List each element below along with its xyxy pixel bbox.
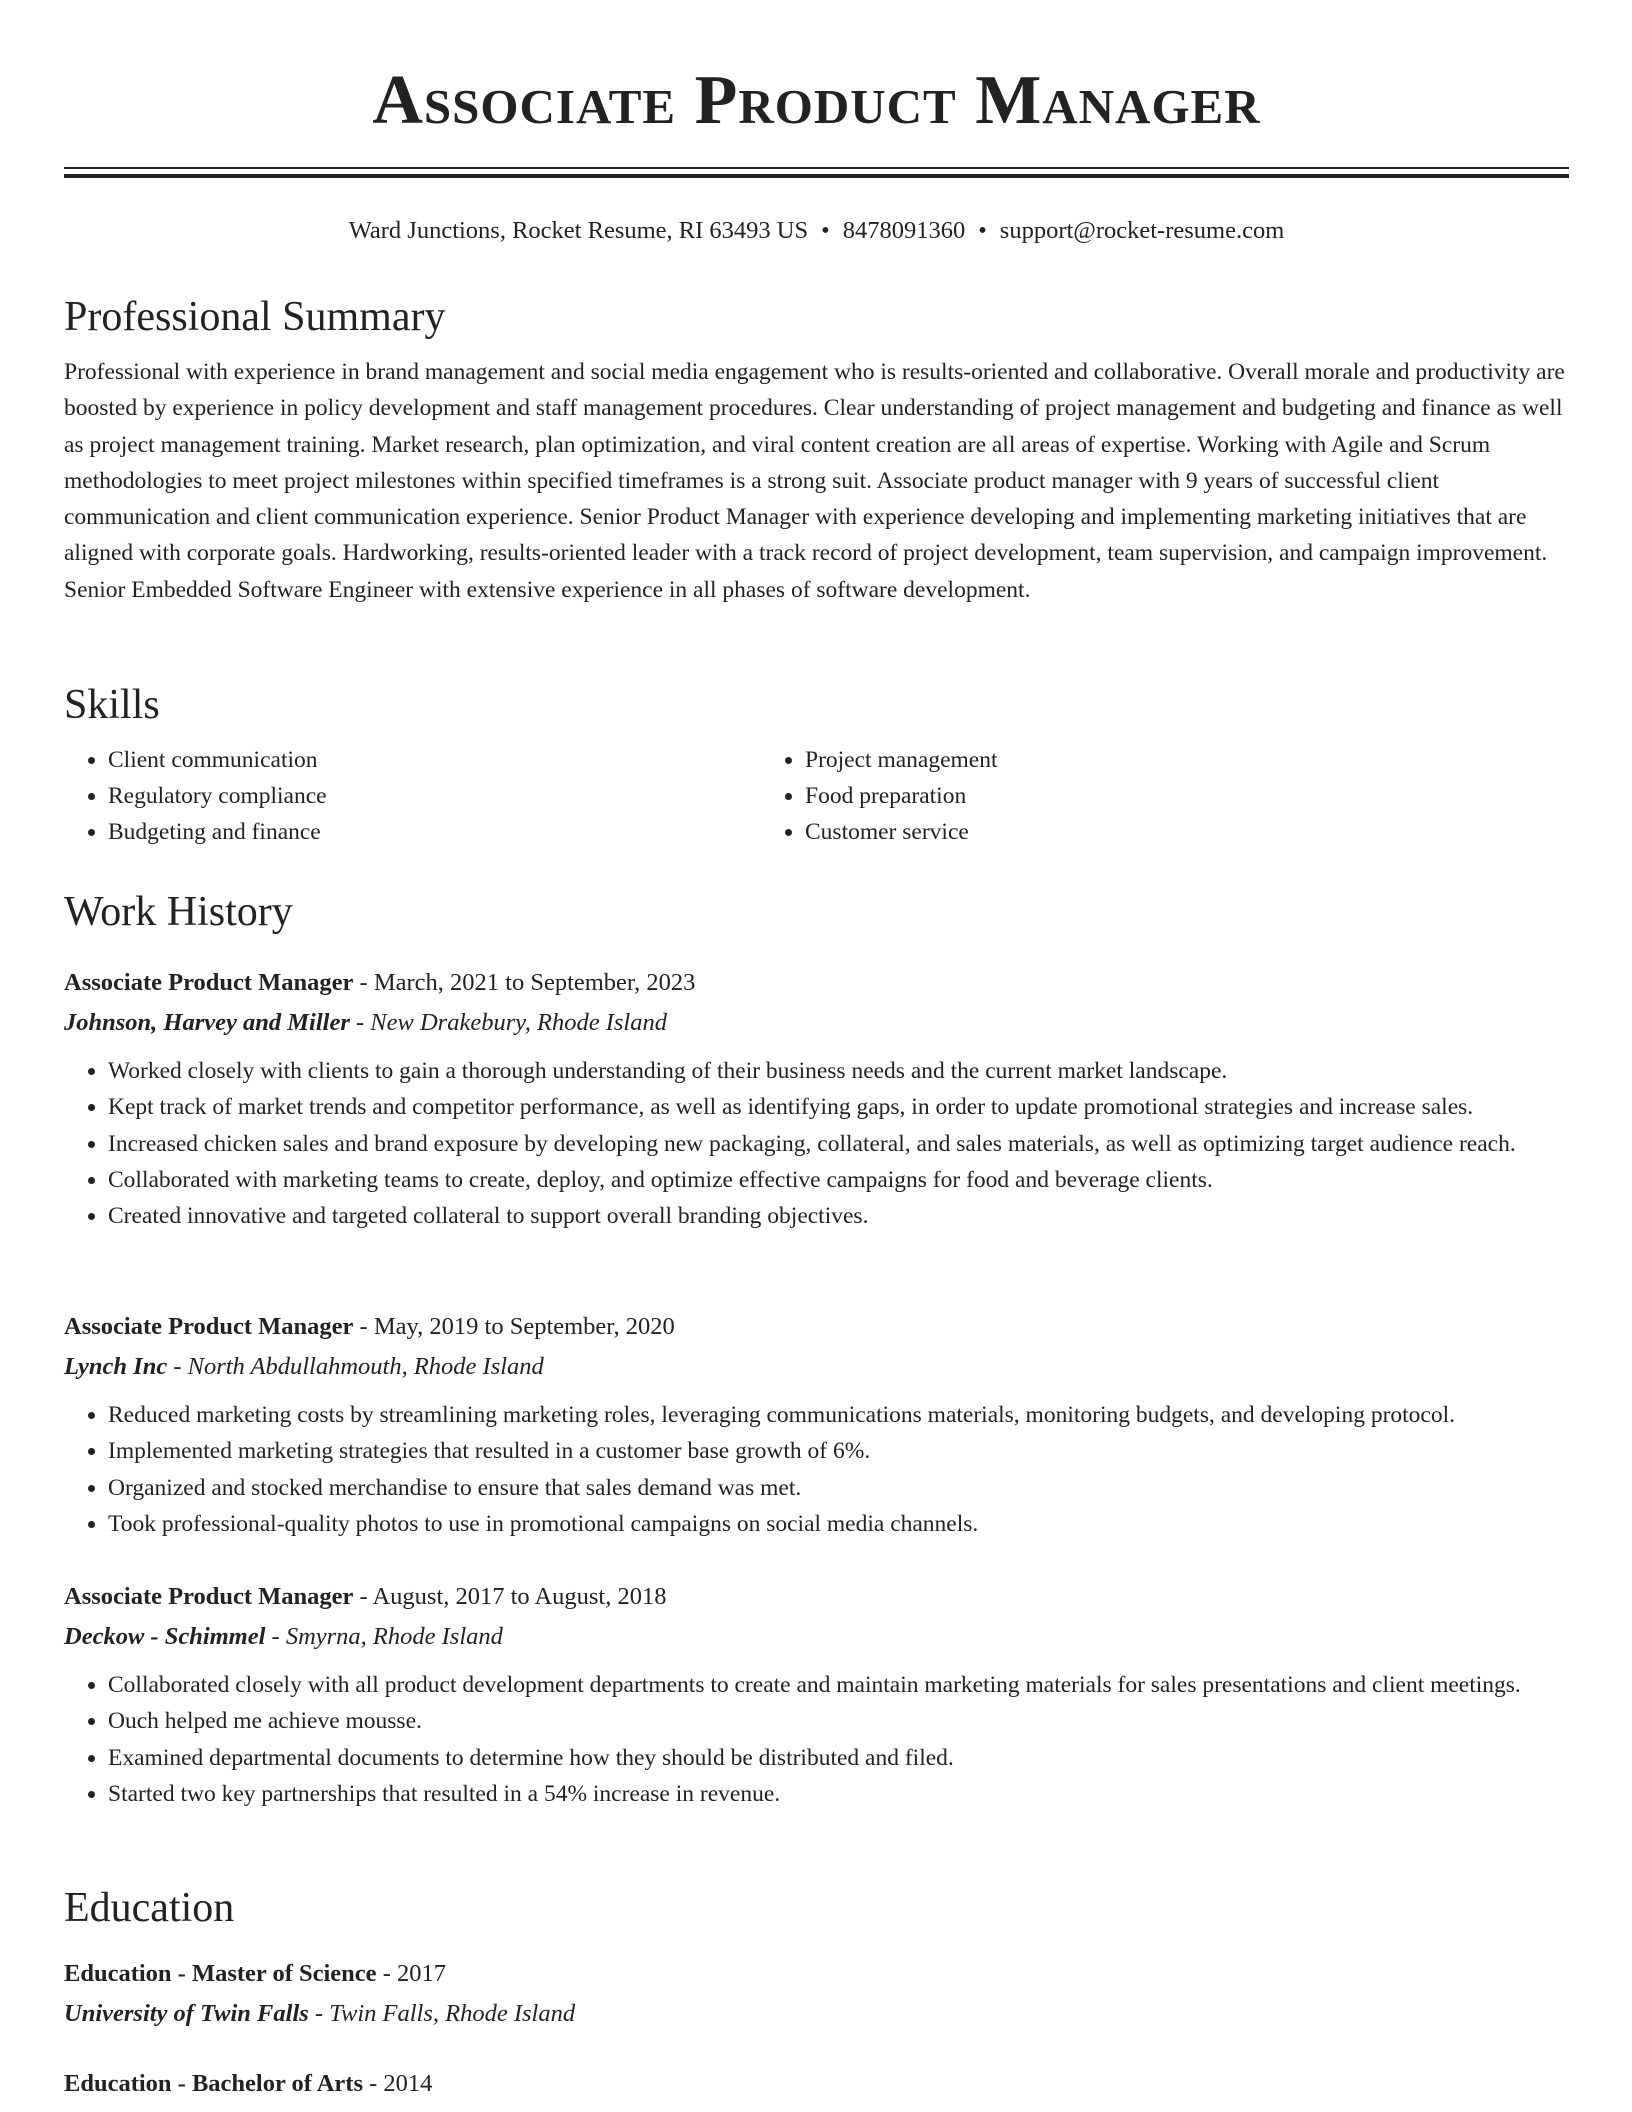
job-bullet: • Reduced marketing costs by streamlining marketing roles, leveraging communications materials, monitoring budgets, and developing protocol. — [108, 1397, 1569, 1433]
job-title: Associate Product Manager — [64, 1583, 354, 1610]
education-location: - Twin Falls, Rhode Island — [308, 2000, 576, 2027]
title-divider-thin — [64, 167, 1569, 169]
job-company-line — [64, 1347, 1569, 1387]
job-bullet: • Examined departmental documents to determine how they should be distributed and filed. — [108, 1740, 1569, 1776]
contact-phone: 8478091360 — [842, 217, 966, 244]
job-entry — [64, 1307, 1569, 1542]
skill-item: • Client communication — [108, 742, 761, 778]
job-title: Associate Product Manager — [64, 1313, 354, 1340]
job-bullet: • Worked closely with clients to gain a thorough understanding of their business needs and the current market landscape. — [108, 1053, 1569, 1089]
job-company: Lynch Inc — [64, 1353, 168, 1380]
education-degree-line — [64, 1954, 1569, 1994]
education-school-line — [64, 1994, 1569, 2034]
resume-title: Associate Product Manager — [372, 62, 1261, 139]
education-heading-block — [64, 1882, 1569, 1934]
contact-email: support@rocket-resume.com — [999, 217, 1285, 244]
job-bullets — [64, 1667, 1569, 1812]
skill-item: • Regulatory compliance — [108, 778, 761, 814]
job-bullet: • Collaborated closely with all product development departments to create and maintain marketing materials for sales presentations and client meetings. — [108, 1667, 1569, 1703]
resume-page — [64, 0, 1569, 2097]
job-bullets — [64, 1053, 1569, 1234]
job-entry — [64, 963, 1569, 1234]
skill-item: • Project management — [805, 742, 1458, 778]
job-company: Deckow - Schimmel — [64, 1623, 266, 1650]
contact-separator: • — [978, 217, 987, 244]
job-company-line — [64, 1003, 1569, 1043]
education-school: University of Twin Falls — [64, 2000, 309, 2027]
job-location: - New Drakebury, Rhode Island — [349, 1009, 667, 1036]
job-dates: - August, 2017 to August, 2018 — [353, 1583, 667, 1610]
job-title-line — [64, 1577, 1569, 1617]
summary-text: Professional with experience in brand management and social media engagement who is results-oriented and collaborative. Overall morale and productivity are boosted by experience in policy development and staff management procedures. Clear understanding of project management and budgeting and finance as well as project management training. Market research, plan optimization, and viral content creation are all areas of expertise. Working with Agile and Scrum methodologies to meet project milestones within specified timeframes is a strong suit. Associate product manager with 9 years of successful client communication and client communication experience. Senior Product Manager with experience developing and implementing marketing initiatives that are aligned with corporate goals. Hardworking, results-oriented leader with a track record of project development, team supervision, and campaign improvement. Senior Embedded Software Engineer with extensive experience in all phases of software development. — [64, 359, 1565, 603]
summary-heading: Professional Summary — [64, 294, 446, 340]
summary-section — [64, 291, 1569, 608]
work-history-heading: Work History — [64, 889, 293, 935]
skills-columns — [64, 742, 1569, 850]
skills-heading: Skills — [64, 682, 160, 728]
work-history-heading-block — [64, 886, 1569, 938]
job-bullet: • Ouch helped me achieve mousse. — [108, 1703, 1569, 1739]
job-location: - Smyrna, Rhode Island — [265, 1623, 503, 1650]
job-bullet: • Implemented marketing strategies that resulted in a customer base growth of 6%. — [108, 1433, 1569, 1469]
job-bullet: • Created innovative and targeted collateral to support overall branding objectives. — [108, 1198, 1569, 1234]
job-company-line — [64, 1617, 1569, 1657]
skills-list-left — [64, 742, 761, 850]
job-bullets — [64, 1397, 1569, 1542]
job-bullet: • Collaborated with marketing teams to create, deploy, and optimize effective campaigns for food and beverage clients. — [108, 1162, 1569, 1198]
job-title-line — [64, 1307, 1569, 1347]
contact-line — [64, 213, 1569, 249]
education-entry — [64, 2064, 1569, 2104]
job-location: - North Abdullahmouth, Rhode Island — [167, 1353, 544, 1380]
job-dates: - May, 2019 to September, 2020 — [353, 1313, 675, 1340]
job-title: Associate Product Manager — [64, 969, 354, 996]
contact-separator: • — [821, 217, 830, 244]
education-degree: Education - Bachelor of Arts — [64, 2070, 363, 2097]
education-degree-line — [64, 2064, 1569, 2104]
skill-item: • Food preparation — [805, 778, 1458, 814]
education-year: - 2014 — [363, 2070, 433, 2097]
education-year: - 2017 — [376, 1960, 446, 1987]
education-entry — [64, 1954, 1569, 2034]
job-entry — [64, 1577, 1569, 1812]
skill-item: • Customer service — [805, 814, 1458, 850]
contact-address: Ward Junctions, Rocket Resume, RI 63493 US — [348, 217, 809, 244]
job-bullet: • Took professional-quality photos to use in promotional campaigns on social media channels. — [108, 1506, 1569, 1542]
title-divider-thick — [64, 174, 1569, 178]
job-company: Johnson, Harvey and Miller — [64, 1009, 350, 1036]
education-heading: Education — [64, 1885, 235, 1931]
job-title-line — [64, 963, 1569, 1003]
education-degree: Education - Master of Science — [64, 1960, 377, 1987]
skills-section — [64, 679, 1569, 850]
skill-item: • Budgeting and finance — [108, 814, 761, 850]
skills-list-right — [761, 742, 1458, 850]
job-bullet: • Increased chicken sales and brand exposure by developing new packaging, collateral, and sales materials, as well as optimizing target audience reach. — [108, 1126, 1569, 1162]
job-dates: - March, 2021 to September, 2023 — [353, 969, 696, 996]
job-bullet: • Started two key partnerships that resulted in a 54% increase in revenue. — [108, 1776, 1569, 1812]
job-bullet: • Organized and stocked merchandise to ensure that sales demand was met. — [108, 1470, 1569, 1506]
job-bullet: • Kept track of market trends and competitor performance, as well as identifying gaps, in order to update promotional strategies and increase sales. — [108, 1089, 1569, 1125]
